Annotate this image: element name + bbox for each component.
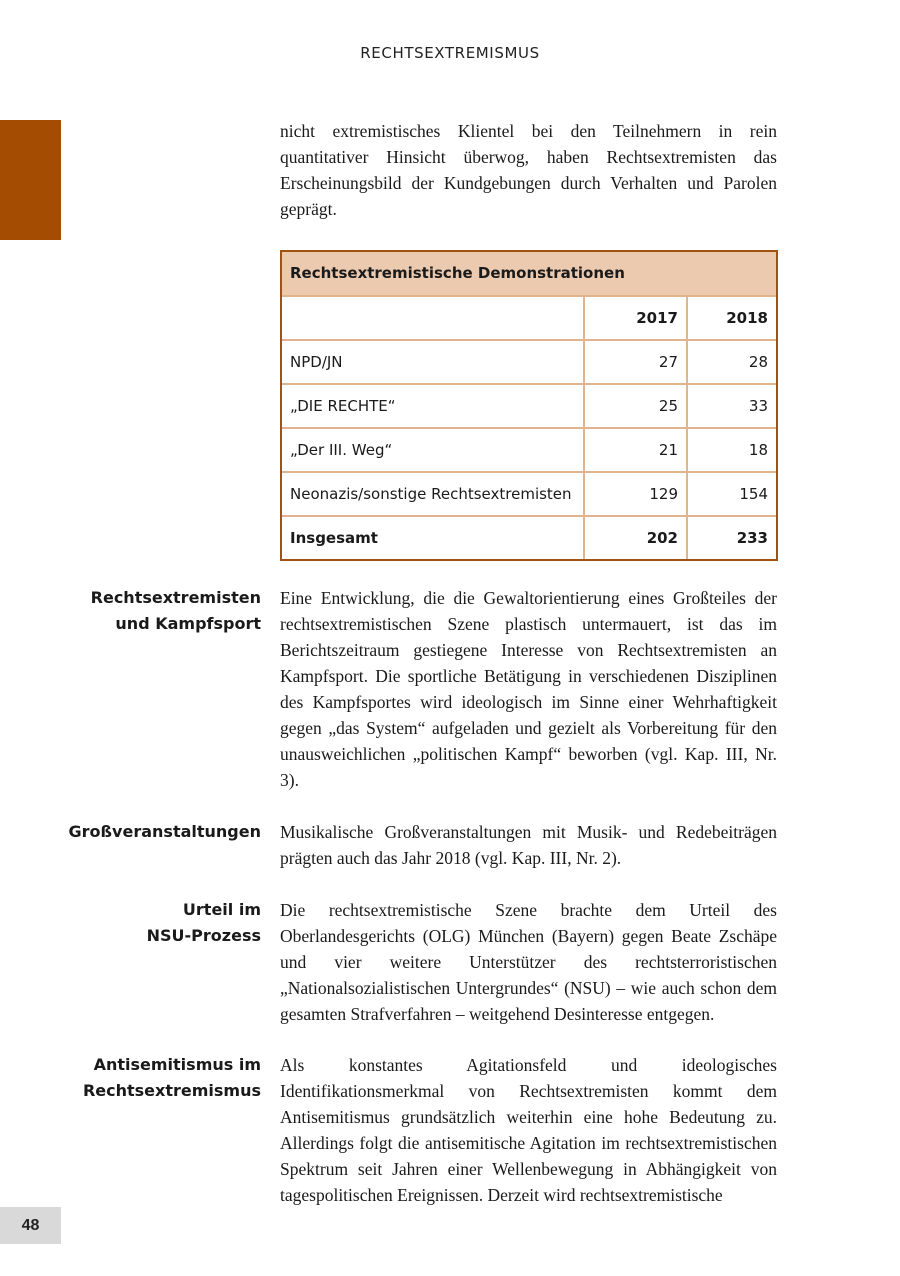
- table-header-row: [282, 297, 776, 341]
- section-paragraph: Musikalische Großveranstaltungen mit Musik- und Redebeiträgen prägten auch das Jahr 2018 (vgl. Kap. III, Nr. 2).: [280, 822, 777, 868]
- section-heading-line1: Rechtsextremisten: [90, 588, 261, 607]
- row-value-2017: 25: [585, 385, 688, 427]
- section-paragraph: Eine Entwicklung, die die Gewaltorientierung eines Großteiles der rechtsextremistischen Szene plastisch untermauert, ist das im Berichtszeitraum gestiegene Interesse von Rechtsextremisten an Kampfsport. Die sportliche Betätigung in verschiedenen Disziplinen des Kampfsportes wird ideologisch im Sinne einer Wehrhaftigkeit gegen „das System“ aufgeladen und gezielt als Vorbereitung für den unausweichlichen „politischen Kampf“ beworben (vgl. Kap. III, Nr. 3).: [280, 588, 777, 790]
- section-heading-line2: und Kampfsport: [115, 614, 261, 633]
- section-paragraph: Die rechtsextremistische Szene brachte dem Urteil des Oberlandesgerichts (OLG) München (Bayern) gegen Beate Zschäpe und vier weitere Unterstützer des rechtsterroristischen „Nationalsozialistischen Untergrundes“ (NSU) – wie auch schon dem gesamten Strafverfahren – weitgehend Desinteresse entgegen.: [280, 900, 777, 1024]
- table-row: [282, 473, 776, 517]
- section-heading: [40, 585, 261, 637]
- table-header-empty: [282, 297, 585, 339]
- table-row: [282, 341, 776, 385]
- row-label: „Der III. Weg“: [282, 429, 585, 471]
- table-total-row: [282, 517, 776, 559]
- total-value-2018: 233: [736, 529, 768, 547]
- row-label: Neonazis/sonstige Rechtsextremisten: [282, 473, 585, 515]
- section-paragraph: Als konstantes Agitationsfeld und ideologisches Identifikationsmerkmal von Rechtsextremisten kommt dem Antisemitismus grundsätzlich weiterhin eine hohe Bedeutung zu. Allerdings folgt die antisemitische Agitation im rechtsextremistischen Spektrum seit Jahren einer Wellenbewegung in Abhängigkeit von tagespolitischen Ereignissen. Derzeit wird rechtsextremistische: [280, 1055, 777, 1205]
- section-heading: [40, 897, 261, 949]
- page-number-box: [0, 1207, 61, 1244]
- total-value-2017: 202: [585, 517, 688, 559]
- total-label: Insgesamt: [282, 517, 585, 559]
- row-label: „DIE RECHTE“: [282, 385, 585, 427]
- row-value-2018: 154: [739, 485, 768, 503]
- page-number: 48: [21, 1217, 40, 1234]
- section-heading-line1: Antisemitismus im: [93, 1055, 261, 1074]
- section-heading-line1: Großveranstaltungen: [68, 822, 261, 841]
- table-header-2017: 2017: [585, 297, 688, 339]
- row-value-2017: 27: [585, 341, 688, 383]
- table-row: [282, 385, 776, 429]
- section-heading: [40, 819, 261, 845]
- section-heading: [40, 1052, 261, 1104]
- table-row: [282, 429, 776, 473]
- row-label: NPD/JN: [282, 341, 585, 383]
- demonstrations-table: [280, 250, 778, 561]
- chapter-color-tab: [0, 120, 61, 240]
- table-header-2018: 2018: [726, 309, 768, 327]
- row-value-2018: 18: [748, 441, 768, 459]
- intro-paragraph: nicht extremistisches Klientel bei den Teilnehmern in rein quantitativer Hinsicht überwog, haben Rechtsextremisten das Erscheinungsbild der Kundgebungen durch Verhalten und Parolen geprägt.: [280, 121, 777, 219]
- row-value-2018: 28: [748, 353, 768, 371]
- row-value-2017: 21: [585, 429, 688, 471]
- row-value-2017: 129: [585, 473, 688, 515]
- section-heading-line2: NSU-Prozess: [146, 926, 261, 945]
- section-heading-line1: Urteil im: [182, 900, 261, 919]
- running-head: RECHTSEXTREMISMUS: [360, 44, 540, 62]
- section-heading-line2: Rechtsextremismus: [82, 1081, 261, 1100]
- row-value-2018: 33: [748, 397, 768, 415]
- table-title: Rechtsextremistische Demonstrationen: [282, 252, 776, 297]
